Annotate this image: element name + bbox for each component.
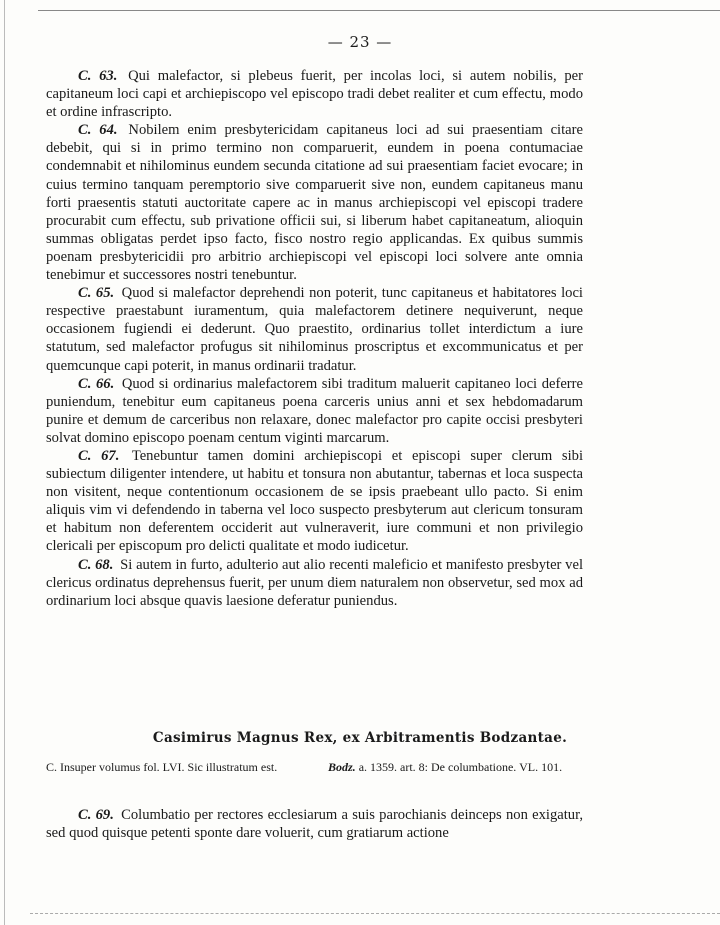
page-number: — 23 — bbox=[327, 33, 393, 51]
paragraph-text: Quod si ordinarius malefactorem sibi traditum maluerit capitaneo loci deferre puniendum, tenebitur eum capitaneus poena carceris unius anni et sex hebdomadarum punire et demum de carceribus non relaxare, donec malefactor pro capite occisi presbyteri solvat domino episcopo poenam centum viginti marcarum. bbox=[46, 375, 584, 446]
paragraph-c66 bbox=[46, 375, 583, 447]
paragraph-text: Qui malefactor, si plebeus fuerit, per incolas loci, si autem nobilis, per capitaneum loci capi et archiepiscopo vel episcopo tradi debet realiter et cum effectu, modo et ordine infrascripto. bbox=[46, 68, 583, 121]
bottom-rule bbox=[30, 913, 720, 914]
paragraph-text: Si autem in furto, adulterio aut alio recenti maleficio et manifesto presbyter vel clericus ordinatus deprehensus fuerit, per unum diem naturalem non observetur, sed mox ad ordinarium loci absque quavis laesione deferatur puniendus. bbox=[46, 556, 583, 609]
paragraph-c69 bbox=[46, 806, 583, 842]
note-right-lead: Bodz. bbox=[328, 760, 356, 774]
paragraph-number: C. 67. bbox=[78, 447, 120, 464]
section-title: Casimirus Magnus Rex, ex Arbitramentis Bodzantae. bbox=[152, 730, 568, 746]
paragraph-text: Nobilem enim presbytericidam capitaneus loci ad sui praesentiam citare debebit, qui si in primo termino non comparuerit, eundem in poena contumaciae condemnabit et nihilominus eundem secunda citatione ad sui praesentiam faciet evocare; in cuius termino tanquam peremptorio sive comparuerit sive non, eundem capitaneus manu forti praesentis statuti auctoritate capere ac in manus archiepiscopi vel episcopi tradere procurabit cum effectu, sub privatione officii sui, si liberum habet capitaneatum, alioquin summas obligatas perdet ipso facto, fisco nostro regio applicandas. Ex quibus summis poenam presbytericidii pro arbitrio archiepiscopi vel episcopi loci solvere ante omnia tenebimur et successores nostri tenebuntur. bbox=[46, 122, 583, 284]
page-edge bbox=[4, 0, 5, 925]
paragraph-number: C. 65. bbox=[78, 285, 115, 302]
paragraph-text: Columbatio per rectores ecclesiarum a suis parochianis deinceps non exigatur, sed quod quisque petenti sponte dare voluerit, cum gratiarum actione bbox=[46, 807, 583, 842]
paragraph-number: C. 66. bbox=[78, 375, 115, 392]
paragraph-number: C. 64. bbox=[78, 122, 118, 139]
paragraph-number: C. 69. bbox=[78, 807, 114, 823]
paragraph-c67 bbox=[46, 447, 583, 556]
note-right bbox=[328, 760, 586, 774]
note-left: C. Insuper volumus fol. LVI. Sic illustratum est. bbox=[46, 760, 278, 774]
paragraph-number: C. 68. bbox=[78, 556, 114, 573]
paragraph-c65 bbox=[46, 284, 583, 374]
paragraph-c68 bbox=[46, 556, 583, 610]
main-text bbox=[46, 67, 583, 610]
top-rule bbox=[38, 10, 720, 11]
paragraph-number: C. 63. bbox=[78, 68, 118, 84]
paragraph-c63 bbox=[46, 67, 583, 121]
paragraph-c64 bbox=[46, 121, 583, 284]
main-text-continued bbox=[46, 806, 583, 842]
paragraph-text: Quod si malefactor deprehendi non poterit, tunc capitaneus et habitatores loci respective praestabunt iuramentum, quia malefactorem detinere nequiverunt, neque occasionem fugiendi ei dederunt. Quo praestito, ordinarius tollet interdictum a iure statutum, sed malefactor profugus sit nihilominus proscriptus et excommunicatus et per quemcunque capi poterit, in manus ordinarii tradatur. bbox=[46, 285, 583, 374]
note-right-text: a. 1359. art. 8: De columbatione. VL. 101. bbox=[358, 760, 563, 774]
paragraph-text: Tenebuntur tamen domini archiepiscopi et episcopi super clerum sibi subiectum diligenter intendere, ut habitu et tonsura non abutantur, tabernas et loca suspecta non visitent, neque contentionum occasionem de se ipsis praebeant ullo pacto. Si enim aliquis vim vi defendendo in taberna vel loco suspecto presbyterum aut clericum tonsuram et habitum non deferentem occiderit aut vulneraverit, iure communi et non privilegio clericali per episcopum pro delicti qualitate et modo iudicetur. bbox=[46, 447, 583, 555]
